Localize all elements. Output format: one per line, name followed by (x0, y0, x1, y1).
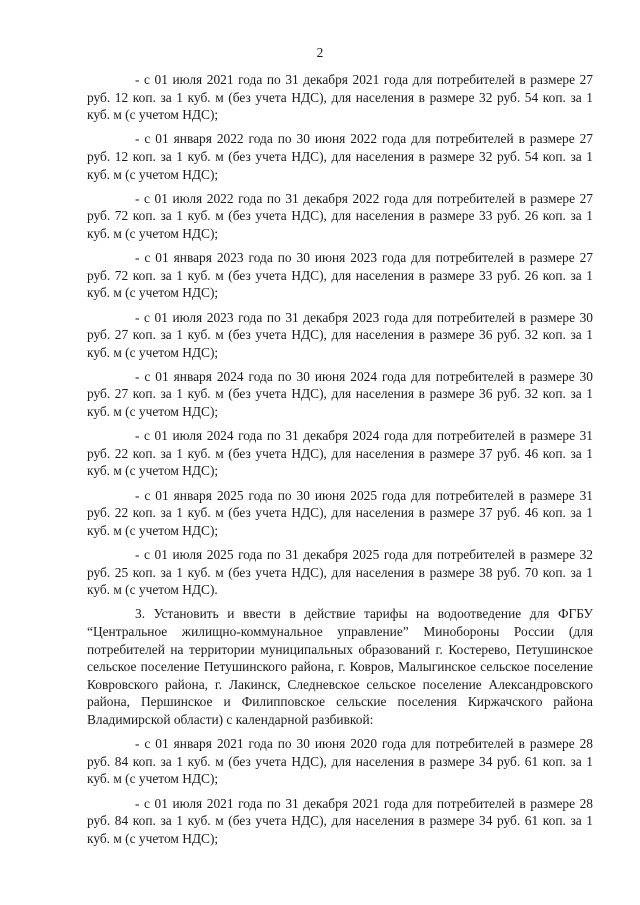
tariff-paragraph: - с 01 июля 2021 года по 31 декабря 2021 года для потребителей в размере 28 руб. 84 коп. за 1 куб. м (без учета НДС), для населения в размере 34 руб. 61 коп. за 1 куб. м (с учетом НДС); (87, 795, 593, 846)
tariff-paragraph: - с 01 января 2022 года по 30 июня 2022 года для потребителей в размере 27 руб. 12 коп. за 1 куб. м (без учета НДС), для населения в размере 32 руб. 54 коп. за 1 куб. м (с учетом НДС); (87, 131, 593, 182)
tariff-paragraph: - с 01 июля 2025 года по 31 декабря 2025 года для потребителей в размере 32 руб. 25 коп. за 1 куб. м (без учета НДС), для населения в размере 38 руб. 70 коп. за 1 куб. м (с учетом НДС). (87, 547, 593, 598)
document-body (87, 71, 593, 854)
section-3-paragraph: 3. Установить и ввести в действие тарифы на водоотведение для ФГБУ “Центральное жилищно-коммунальное управление” Минобороны России (для потребителей на территории муниципальных образований г. Костерево, Петушинское сельское поселение Петушинского района, г. Ковров, Малыгинское сельское поселение Ковровского района, г. Лакинск, Следневское сельское поселение Александровского района, Першинское и Филипповское сельские поселения Киржачского района Владимирской области) с календарной разбивкой: (87, 606, 593, 727)
tariff-paragraph: - с 01 января 2021 года по 30 июня 2020 года для потребителей в размере 28 руб. 84 коп. за 1 куб. м (без учета НДС), для населения в размере 34 руб. 61 коп. за 1 куб. м (с учетом НДС); (87, 736, 593, 787)
tariff-paragraph: - с 01 июля 2022 года по 31 декабря 2022 года для потребителей в размере 27 руб. 72 коп. за 1 куб. м (без учета НДС), для населения в размере 33 руб. 26 коп. за 1 куб. м (с учетом НДС); (87, 190, 593, 241)
tariff-paragraph: - с 01 июля 2021 года по 31 декабря 2021 года для потребителей в размере 27 руб. 12 коп. за 1 куб. м (без учета НДС), для населения в размере 32 руб. 54 коп. за 1 куб. м (с учетом НДС); (87, 72, 593, 123)
tariff-paragraph: - с 01 января 2025 года по 30 июня 2025 года для потребителей в размере 31 руб. 22 коп. за 1 куб. м (без учета НДС), для населения в размере 37 руб. 46 коп. за 1 куб. м (с учетом НДС); (87, 487, 593, 538)
tariff-paragraph: - с 01 января 2023 года по 30 июня 2023 года для потребителей в размере 27 руб. 72 коп. за 1 куб. м (без учета НДС), для населения в размере 33 руб. 26 коп. за 1 куб. м (с учетом НДС); (87, 250, 593, 301)
page-number: 2 (316, 45, 324, 60)
tariff-paragraph: - с 01 июля 2023 года по 31 декабря 2023 года для потребителей в размере 30 руб. 27 коп. за 1 куб. м (без учета НДС), для населения в размере 36 руб. 32 коп. за 1 куб. м (с учетом НДС); (87, 309, 593, 360)
tariff-paragraph: - с 01 июля 2024 года по 31 декабря 2024 года для потребителей в размере 31 руб. 22 коп. за 1 куб. м (без учета НДС), для населения в размере 37 руб. 46 коп. за 1 куб. м (с учетом НДС); (87, 428, 593, 479)
tariff-paragraph: - с 01 января 2024 года по 30 июня 2024 года для потребителей в размере 30 руб. 27 коп. за 1 куб. м (без учета НДС), для населения в размере 36 руб. 32 коп. за 1 куб. м (с учетом НДС); (87, 368, 593, 420)
